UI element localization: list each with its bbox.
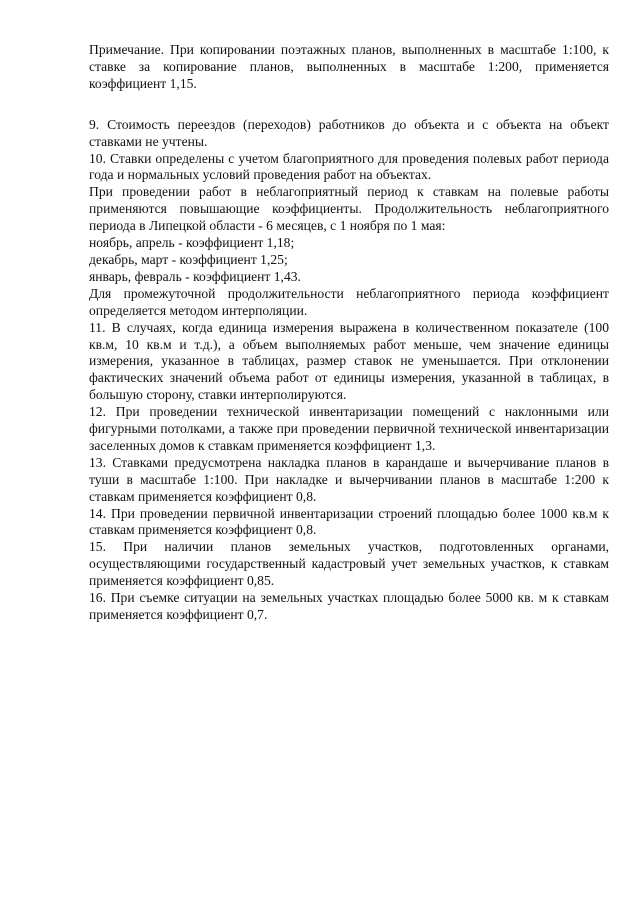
item-9-paragraph: 9. Стоимость переездов (переходов) работников до объекта и с объекта на объект ставками не учтены. — [89, 116, 609, 149]
item-10-paragraph: 10. Ставки определены с учетом благоприятного для проведения полевых работ периода года и нормальных условий проведения работ на объектах. — [89, 150, 609, 183]
item-14-paragraph: 14. При проведении первичной инвентаризации строений площадью более 1000 кв.м к ставкам применяется коэффициент 0,8. — [89, 505, 609, 538]
item-16-paragraph: 16. При съемке ситуации на земельных участках площадью более 5000 кв. м к ставкам применяется коэффициент 0,7. — [89, 590, 609, 622]
unfavorable-period-paragraph: При проведении работ в неблагоприятный период к ставкам на полевые работы применяются повышающие коэффициенты. Продолжительность неблагоприятного периода в Липецкой области - 6 месяцев, с 1 ноября по 1 мая: — [89, 184, 609, 234]
item-12-paragraph: 12. При проведении технической инвентаризации помещений с наклонными или фигурными потолками, а также при проведении первичной технической инвентаризации заселенных домов к ставкам применяется коэффициент 1,3. — [89, 404, 609, 453]
note-paragraph: Примечание. При копировании поэтажных планов, выполненных в масштабе 1:100, к ставке за копирование планов, выполненных в масштабе 1:200, применяется коэффициент 1,15. — [89, 42, 609, 91]
document-page — [89, 42, 609, 624]
coefficient-line: январь, февраль - коэффициент 1,43. — [89, 268, 301, 284]
paragraph-spacer — [89, 93, 609, 117]
coefficient-line: ноябрь, апрель - коэффициент 1,18; — [89, 235, 295, 251]
item-15-paragraph: 15. При наличии планов земельных участков, подготовленных органами, осуществляющими государственный кадастровый учет земельных участков, к ставкам применяется коэффициент 0,85. — [89, 539, 609, 589]
item-11-paragraph: 11. В случаях, когда единица измерения выражена в количественном показателе (100 кв.м, 10 кв.м и т.д.), а объем выполняемых работ меньше, чем значение единицы измерения, указанное в таблицах, размер ставок не уменьшается. При отклонении фактических значений объема работ от единицы измерения, указанной в таблицах, в большую сторону, ставки интерполируются. — [89, 319, 609, 403]
interpolation-paragraph: Для промежуточной продолжительности неблагоприятного периода коэффициент определяется методом интерполяции. — [89, 285, 609, 318]
item-13-paragraph: 13. Ставками предусмотрена накладка планов в карандаше и вычерчивание планов в туши в масштабе 1:100. При накладке и вычерчивании планов в масштабе 1:200 к ставкам применяется коэффициент 0,8. — [89, 454, 609, 504]
coefficient-line: декабрь, март - коэффициент 1,25; — [89, 251, 288, 267]
